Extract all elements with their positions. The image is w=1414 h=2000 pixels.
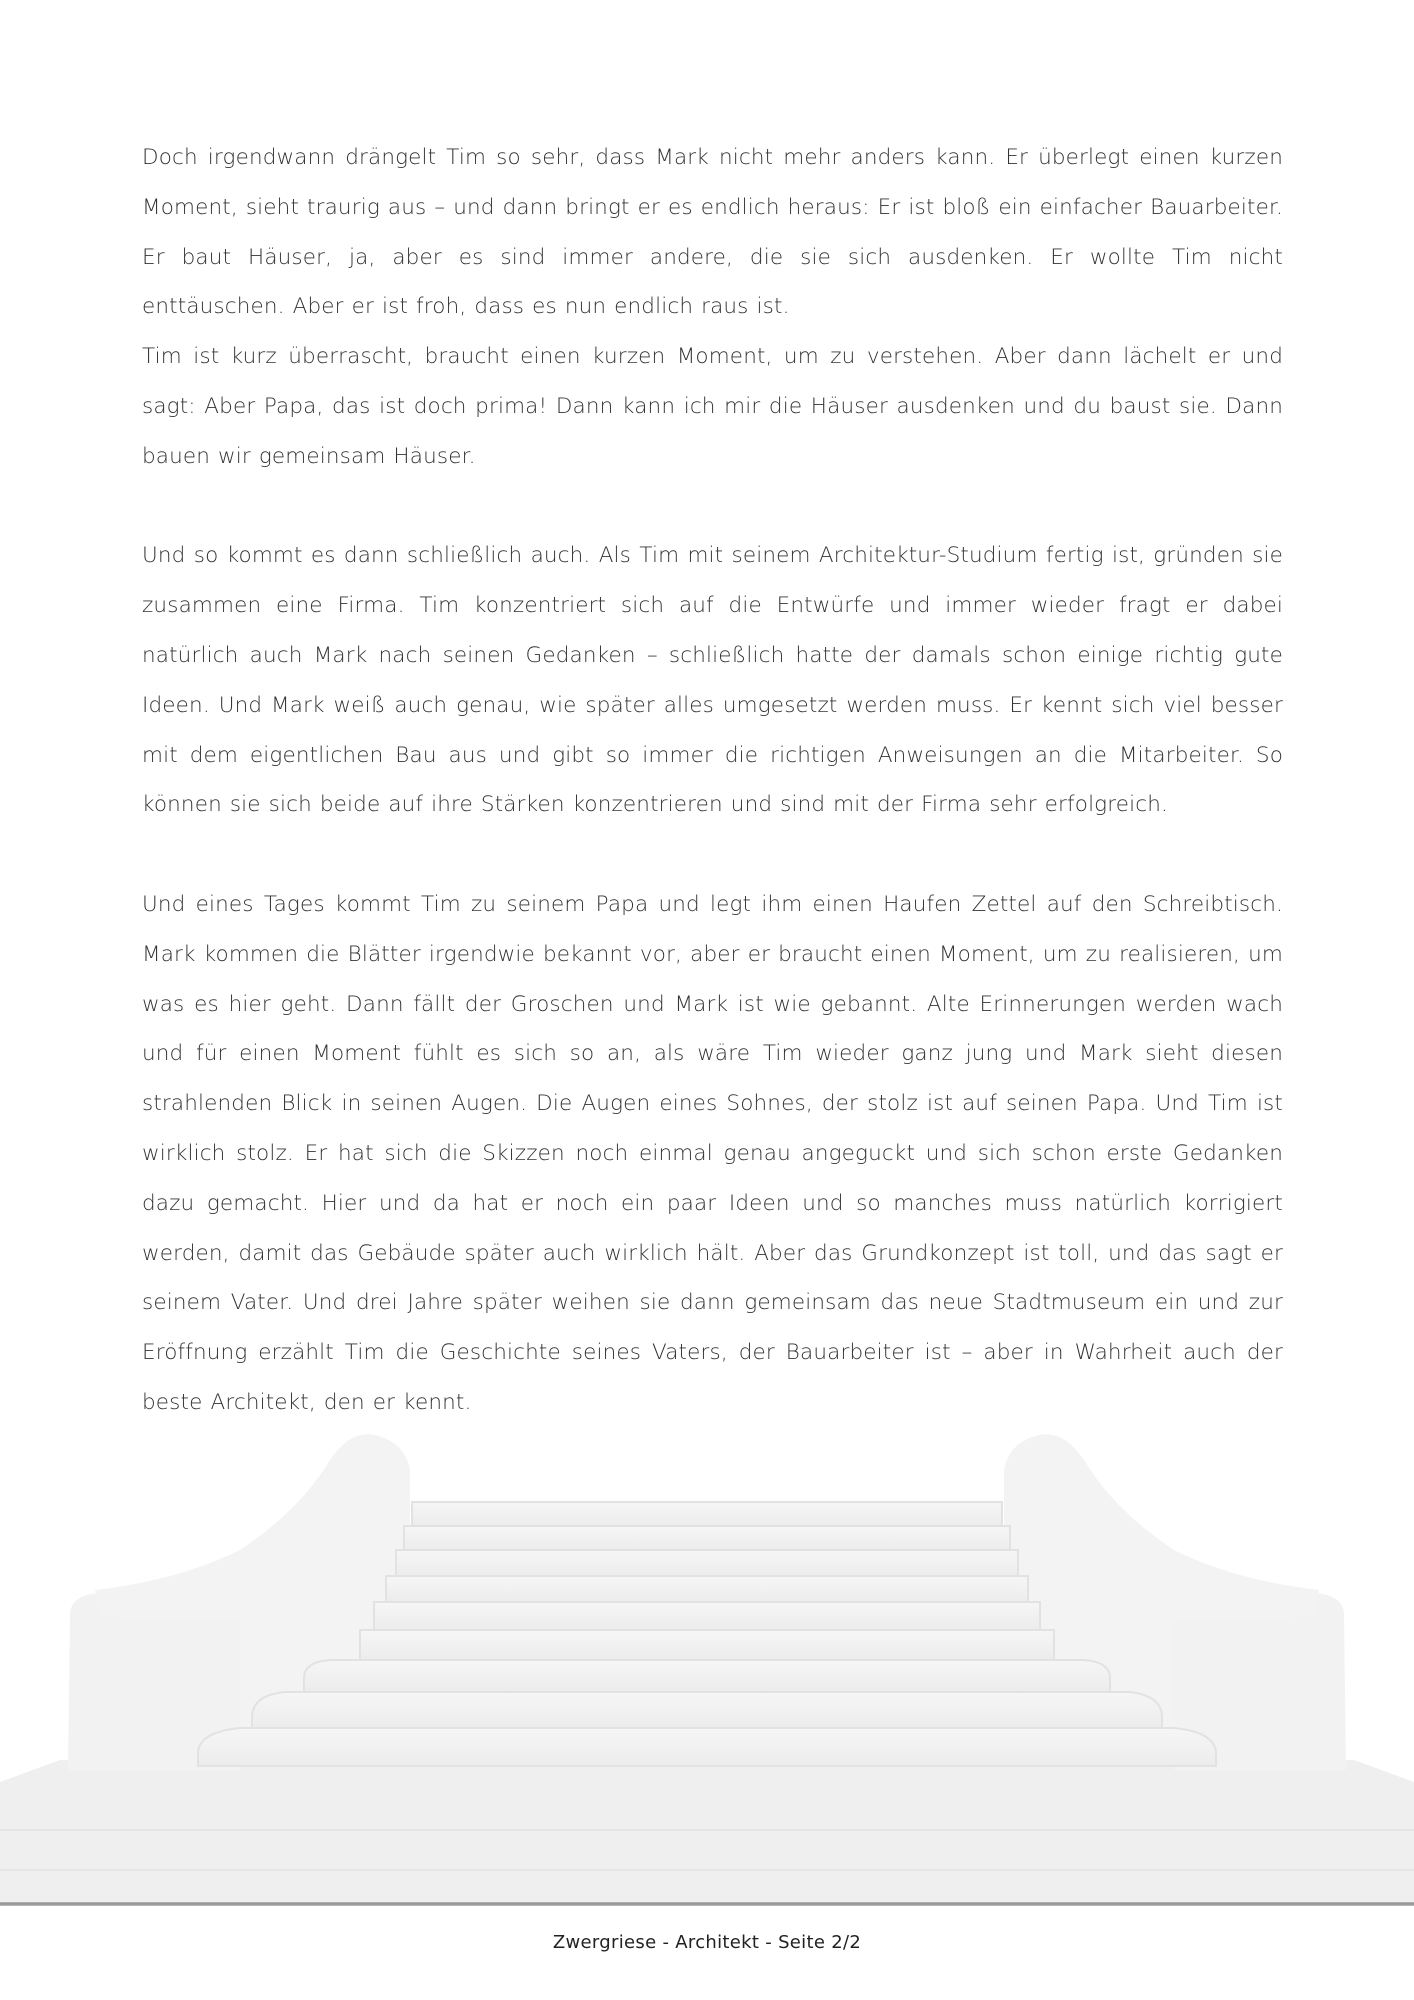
paragraph-4: Und eines Tages kommt Tim zu seinem Papa und legt ihm einen Haufen Zettel auf den Schreibtisch. Mark kommen die Blätter irgendwie bekannt vor, aber er braucht einen Moment, um zu realisieren, um was es hier geht. Dann fällt der Groschen und Mark ist wie gebannt. Alte Erinnerungen werden wach und für einen Moment fühlt es sich so an, als wäre Tim wieder ganz jung und Mark sieht diesen strahlenden Blick in seinen Augen. Die Augen eines Sohnes, der stolz ist auf seinen Papa. Und Tim ist wirklich stolz. Er hat sich die Skizzen noch einmal genau angeguckt und sich schon erste Gedanken dazu gemacht. Hier und da hat er noch ein paar Ideen und so manches muss natürlich korrigiert werden, damit das Gebäude später auch wirklich hält. Aber das Grundkonzept ist toll, und das sagt er seinem Vater. Und drei Jahre später weihen sie dann gemeinsam das neue Stadtmuseum ein und zur Eröffnung erzählt Tim die Geschichte seines Vaters, der Bauarbeiter ist – aber in Wahrheit auch der beste Architekt, den er kennt. <box>142 891 1283 1415</box>
footer-divider <box>0 1902 1414 1906</box>
paragraph-3: Und so kommt es dann schließlich auch. Als Tim mit seinem Architektur-Studium fertig ist, gründen sie zusammen eine Firma. Tim konzentriert sich auf die Entwürfe und immer wieder fragt er dabei natürlich auch Mark nach seinen Gedanken – schließlich hatte der damals schon einige richtig gute Ideen. Und Mark weiß auch genau, wie später alles umgesetzt werden muss. Er kennt sich viel besser mit dem eigentlichen Bau aus und gibt so immer die richtigen Anweisungen an die Mitarbeiter. So können sie sich beide auf ihre Stärken konzentrieren und sind mit der Firma sehr erfolgreich. <box>142 543 1283 818</box>
paragraph-1: Doch irgendwann drängelt Tim so sehr, dass Mark nicht mehr anders kann. Er überlegt einen kurzen Moment, sieht traurig aus – und dann bringt er es endlich heraus: Er ist bloß ein einfacher Bauarbeiter. Er baut Häuser, ja, aber es sind immer andere, die sie sich ausdenken. Er wollte Tim nicht enttäuschen. Aber er ist froh, dass es nun endlich raus ist. <box>142 145 1283 320</box>
story-text <box>142 133 1283 1428</box>
paragraph-2: Tim ist kurz überrascht, braucht einen kurzen Moment, um zu verstehen. Aber dann lächelt er und sagt: Aber Papa, das ist doch prima! Dann kann ich mir die Häuser ausdenken und du baust sie. Dann bauen wir gemeinsam Häuser. <box>142 344 1283 469</box>
footer-page-label: Zwergriese - Architekt - Seite 2/2 <box>552 1932 862 1953</box>
staircase-image <box>0 1430 1414 1905</box>
